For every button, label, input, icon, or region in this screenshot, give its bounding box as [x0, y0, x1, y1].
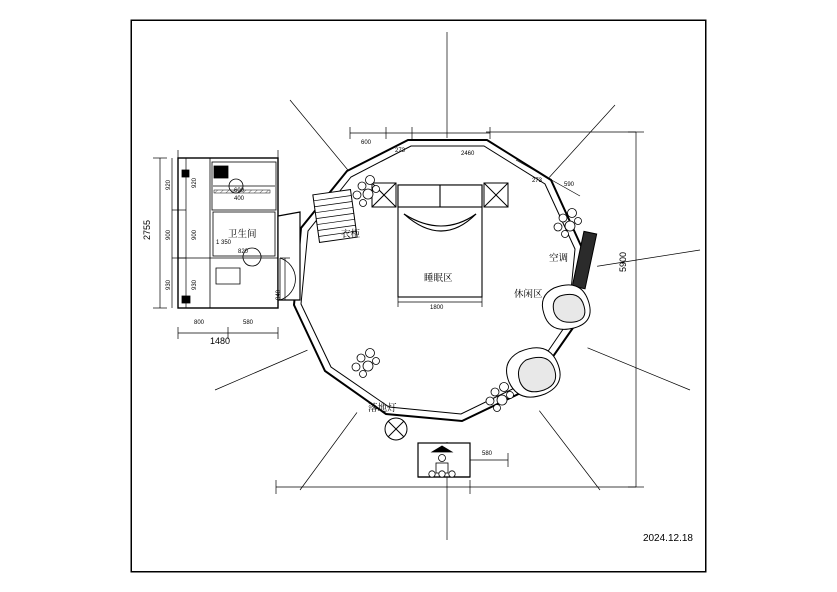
dim-bath-v-920: 920	[166, 179, 172, 190]
nightstand-right	[484, 183, 508, 207]
floor-lamp-symbol	[385, 418, 407, 440]
label-leisure-area: 休闲区	[514, 289, 543, 300]
dim-top-273: 273	[395, 148, 406, 154]
dim-bath-small-820: 820	[238, 249, 249, 255]
label-air-conditioner: 空调	[549, 253, 569, 264]
corridor	[278, 212, 300, 300]
dim-bath-note-2: 400	[234, 196, 245, 202]
dim-bathroom-width: 1480	[210, 336, 231, 346]
date-stamp: 2024.12.18	[642, 533, 693, 544]
dim-bath-inner-920: 920	[192, 177, 198, 188]
dim-bath-small-1350: 1 350	[216, 240, 232, 246]
dim-overall-height: 5900	[618, 251, 628, 272]
label-floor-lamp: 落地灯	[368, 403, 397, 414]
dim-top-273b: 273	[532, 178, 543, 184]
dim-door-580: 580	[482, 451, 493, 457]
dim-top-590: 590	[564, 182, 575, 188]
dim-bath-seg-580: 580	[243, 320, 254, 326]
dim-bath-note-1: 600	[234, 188, 245, 194]
armchair-upper	[542, 285, 590, 330]
dim-bath-v-930: 930	[166, 279, 172, 290]
dim-bath-inner-900: 900	[192, 229, 198, 240]
dim-corridor-door-940: 940	[276, 289, 282, 300]
label-wardrobe: 衣柜	[341, 229, 361, 240]
dim-top-2460: 2460	[461, 151, 475, 157]
dim-bath-seg-800: 800	[194, 320, 205, 326]
label-bathroom: 卫生间	[228, 229, 257, 240]
label-sleeping-area: 睡眠区	[424, 273, 453, 284]
dim-bathroom-total-height: 2755	[142, 219, 152, 240]
dim-bath-v-900: 900	[166, 229, 172, 240]
dim-bath-inner-930: 930	[192, 279, 198, 290]
armchair-lower	[507, 348, 561, 397]
dim-top-600: 600	[361, 140, 372, 146]
dim-bed-width: 1800	[430, 305, 444, 311]
